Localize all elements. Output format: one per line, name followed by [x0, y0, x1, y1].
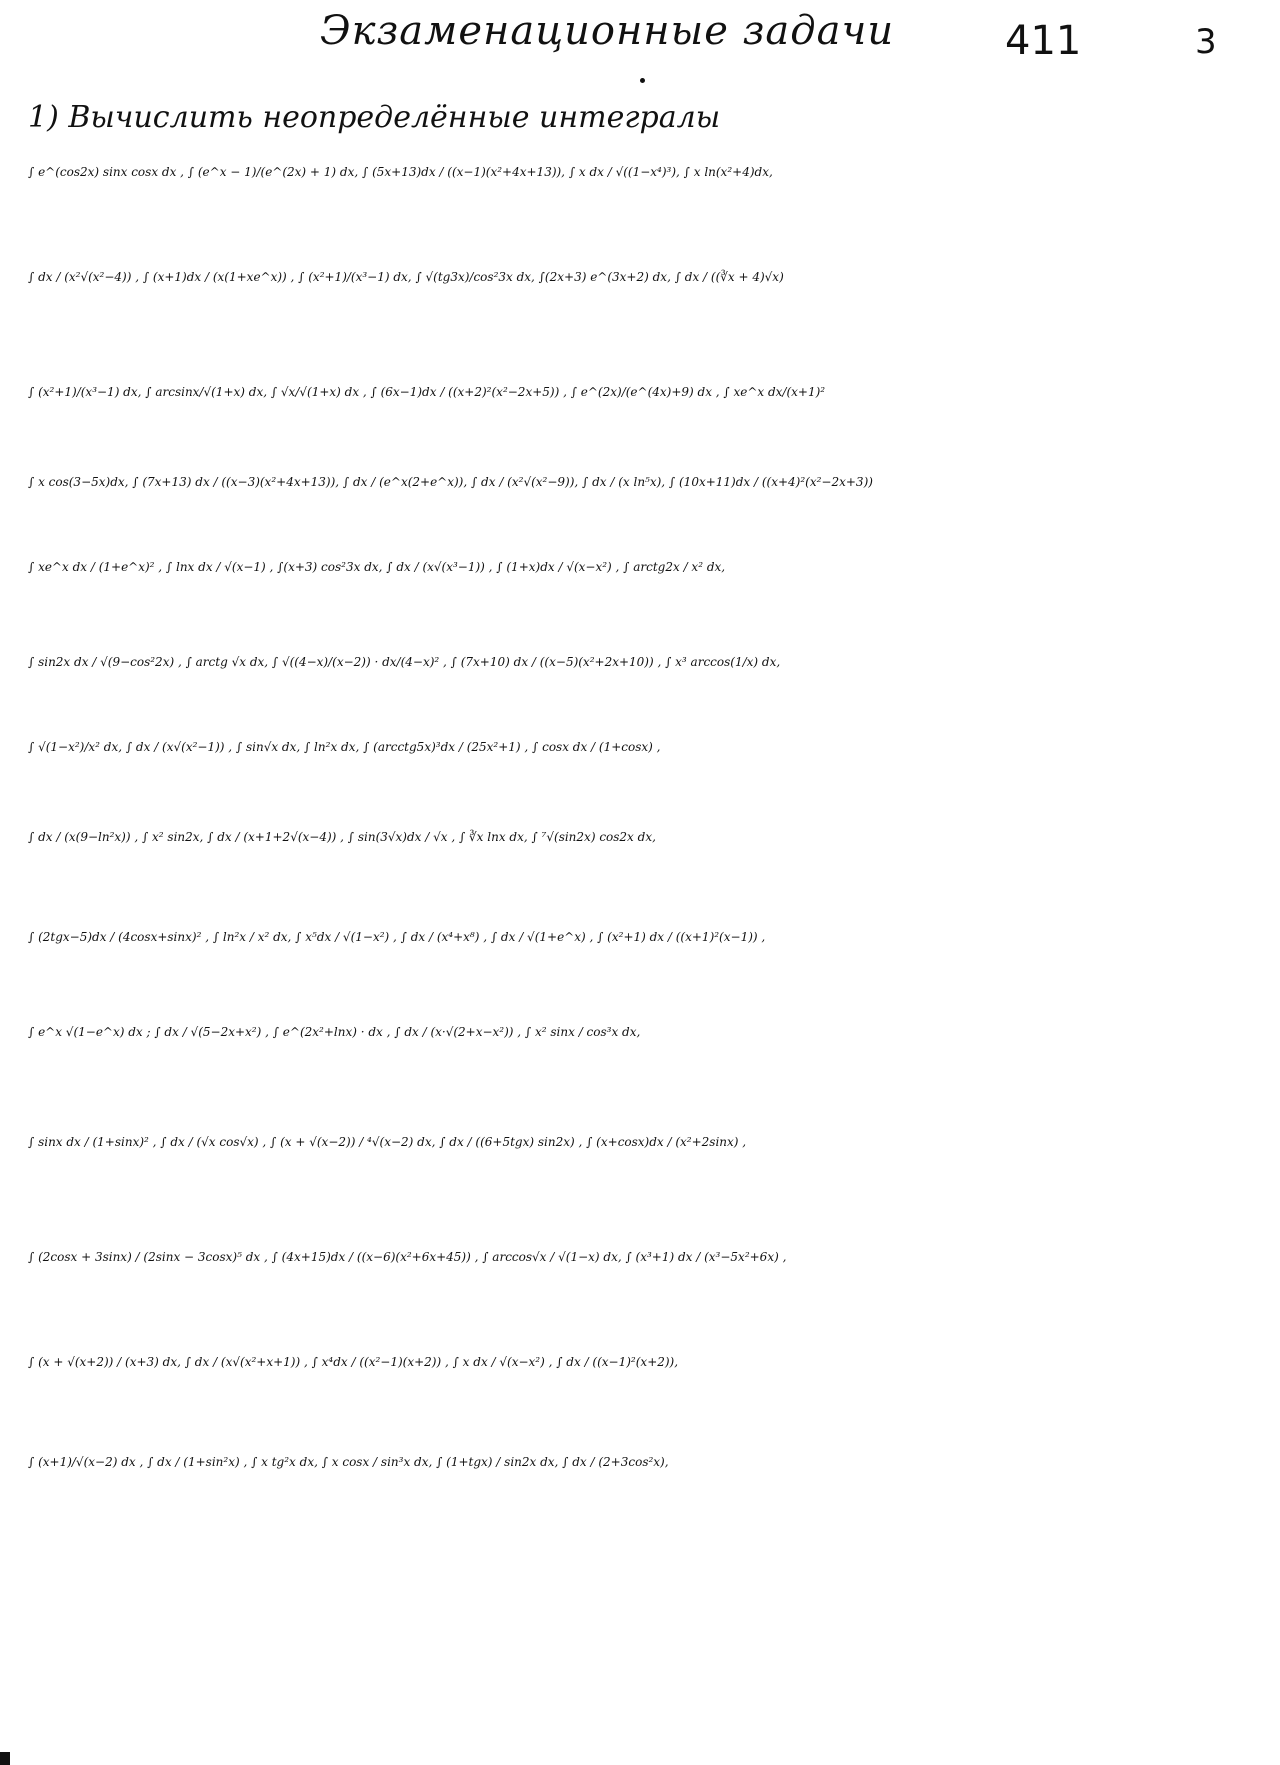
integral-row-1: ∫ e^(cos2x) sinx cosx dx , ∫ (e^x − 1)/(e^(2x) + 1) dx, ∫ (5x+13)dx / ((x−1)(x²+4x+13)), ∫ x dx / √((1−x⁴)³), ∫ x ln(x²+4)dx, — [28, 165, 773, 179]
sheet-title: Экзаменационные задачи — [320, 8, 895, 54]
integral-row-5: ∫ xe^x dx / (1+e^x)² , ∫ lnx dx / √(x−1) , ∫(x+3) cos²3x dx, ∫ dx / (x√(x³−1)) , ∫ (1+x)dx / √(x−x²) , ∫ arctg2x / x² dx, — [28, 560, 726, 574]
task-heading: 1) Вычислить неопределённые интегралы — [28, 100, 721, 135]
integral-row-12: ∫ (2cosx + 3sinx) / (2sinx − 3cosx)⁵ dx , ∫ (4x+15)dx / ((x−6)(x²+6x+45)) , ∫ arccos√x / √(1−x) dx, ∫ (x³+1) dx / (x³−5x²+6x) , — [28, 1250, 787, 1264]
corner-mark: 3 — [1195, 22, 1217, 62]
scan-mark — [0, 1752, 10, 1765]
integral-row-13: ∫ (x + √(x+2)) / (x+3) dx, ∫ dx / (x√(x²+x+1)) , ∫ x⁴dx / ((x²−1)(x+2)) , ∫ x dx / √(x−x²) , ∫ dx / ((x−1)²(x+2)), — [28, 1355, 679, 1369]
integral-row-4: ∫ x cos(3−5x)dx, ∫ (7x+13) dx / ((x−3)(x²+4x+13)), ∫ dx / (e^x(2+e^x)), ∫ dx / (x²√(x²−9)), ∫ dx / (x ln⁵x), ∫ (10x+11)dx / ((x+4)²(x²−2x+3)) — [28, 475, 873, 489]
integral-row-8: ∫ dx / (x(9−ln²x)) , ∫ x² sin2x, ∫ dx / (x+1+2√(x−4)) , ∫ sin(3√x)dx / √x , ∫ ∛x lnx dx, ∫ ⁷√(sin2x) cos2x dx, — [28, 830, 656, 844]
integral-row-11: ∫ sinx dx / (1+sinx)² , ∫ dx / (√x cos√x) , ∫ (x + √(x−2)) / ⁴√(x−2) dx, ∫ dx / ((6+5tgx) sin2x) , ∫ (x+cosx)dx / (x²+2sinx) , — [28, 1135, 747, 1149]
integral-row-7: ∫ √(1−x²)/x² dx, ∫ dx / (x√(x²−1)) , ∫ sin√x dx, ∫ ln²x dx, ∫ (arcctg5x)³dx / (25x²+1) , ∫ cosx dx / (1+cosx) , — [28, 740, 661, 754]
integral-row-3: ∫ (x²+1)/(x³−1) dx, ∫ arcsinx/√(1+x) dx, ∫ √x/√(1+x) dx , ∫ (6x−1)dx / ((x+2)²(x²−2x+5)) , ∫ e^(2x)/(e^(4x)+9) dx , ∫ xe^x dx/(x+1)² — [28, 385, 826, 399]
sheet-number: 411 — [1005, 18, 1082, 64]
integral-row-6: ∫ sin2x dx / √(9−cos²2x) , ∫ arctg √x dx, ∫ √((4−x)/(x−2)) · dx/(4−x)² , ∫ (7x+10) dx / ((x−5)(x²+2x+10)) , ∫ x³ arccos(1/x) dx, — [28, 655, 781, 669]
integral-row-14: ∫ (x+1)/√(x−2) dx , ∫ dx / (1+sin²x) , ∫ x tg²x dx, ∫ x cosx / sin³x dx, ∫ (1+tgx) / sin2x dx, ∫ dx / (2+3cos²x), — [28, 1455, 669, 1469]
integral-row-2: ∫ dx / (x²√(x²−4)) , ∫ (x+1)dx / (x(1+xe^x)) , ∫ (x²+1)/(x³−1) dx, ∫ √(tg3x)/cos²3x dx, ∫(2x+3) e^(3x+2) dx, ∫ dx / ((∛x + 4)√x) — [28, 270, 784, 284]
integral-row-10: ∫ e^x √(1−e^x) dx ; ∫ dx / √(5−2x+x²) , ∫ e^(2x²+lnx) · dx , ∫ dx / (x·√(2+x−x²)) , ∫ x² sinx / cos³x dx, — [28, 1025, 641, 1039]
ink-dot — [640, 78, 645, 83]
integral-row-9: ∫ (2tgx−5)dx / (4cosx+sinx)² , ∫ ln²x / x² dx, ∫ x⁵dx / √(1−x²) , ∫ dx / (x⁴+x⁸) , ∫ dx / √(1+e^x) , ∫ (x²+1) dx / ((x+1)²(x−1)) , — [28, 930, 766, 944]
